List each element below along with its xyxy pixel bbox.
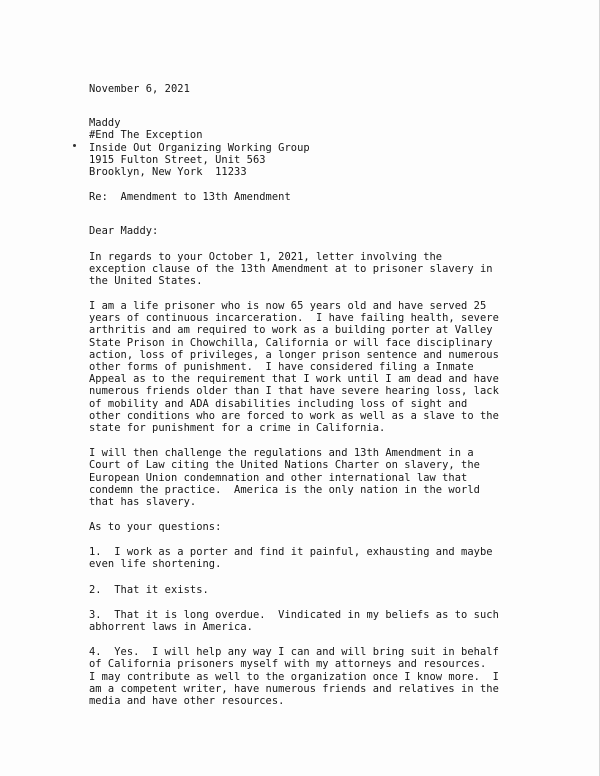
paragraph-line: As to your questions:: [89, 521, 222, 534]
paragraph-challenge: [89, 447, 559, 508]
stray-dot-mark: [73, 144, 76, 147]
recipient-street: 1915 Fulton Street, Unit 563: [89, 153, 266, 166]
answer-2: [89, 584, 559, 596]
paragraph-intro: [89, 251, 559, 288]
answer-3: [89, 609, 559, 633]
paragraph-line: I will then challenge the regulations and 13th Amendment in a: [89, 447, 474, 460]
paragraph-line: state for punishment for a crime in California.: [89, 421, 386, 434]
recipient-name: Maddy: [89, 117, 121, 130]
recipient-organization: #End The Exception: [89, 129, 203, 142]
paragraph-line: that has slavery.: [89, 495, 197, 508]
paragraph-line: numerous friends older than I that have severe hearing loss, lack: [89, 385, 499, 398]
paragraph-background: [89, 300, 559, 434]
letter-body: [89, 83, 559, 707]
paragraph-questions-intro: [89, 521, 559, 533]
paragraph-line: condemn the practice. America is the only nation in the world: [89, 483, 480, 496]
recipient-address: [89, 117, 559, 178]
paragraph-line: media and have other resources.: [89, 694, 285, 707]
paragraph-line: am a competent writer, have numerous friends and relatives in the: [89, 682, 499, 695]
salutation: Dear Maddy:: [89, 225, 159, 238]
paragraph-line: Court of Law citing the United Nations Charter on slavery, the: [89, 459, 480, 472]
recipient-group: Inside Out Organizing Working Group: [89, 141, 310, 154]
paragraph-line: abhorrent laws in America.: [89, 621, 253, 633]
paragraph-line: years of continuous incarceration. I have failing health, severe: [89, 312, 499, 325]
paragraph-line: other conditions who are forced to work as well as a slave to the: [89, 409, 499, 422]
paragraph-line: In regards to your October 1, 2021, letter involving the: [89, 250, 443, 263]
paragraph-line: Appeal as to the requirement that I work until I am dead and have: [89, 373, 499, 386]
paragraph-line: even life shortening.: [89, 558, 222, 571]
paragraph-line: 1. I work as a porter and find it painful, exhausting and maybe: [89, 546, 493, 559]
paragraph-line: I may contribute as well to the organization once I know more. I: [89, 670, 499, 683]
paragraph-line: I am a life prisoner who is now 65 years old and have served 25: [89, 300, 487, 313]
paragraph-line: European Union condemnation and other international law that: [89, 471, 468, 484]
subject-line: Re: Amendment to 13th Amendment: [89, 191, 291, 204]
paragraph-line: State Prison in Chowchilla, California or will face disciplinary: [89, 336, 493, 349]
paragraph-line: arthritis and am required to work as a building porter at Valley: [89, 324, 493, 337]
answer-4: [89, 646, 559, 707]
paragraph-line: 3. That it is long overdue. Vindicated in my beliefs as to such: [89, 608, 499, 621]
paragraph-line: exception clause of the 13th Amendment at to prisoner slavery in: [89, 262, 493, 275]
paragraph-line: the United States.: [89, 274, 203, 287]
recipient-city: Brooklyn, New York 11233: [89, 165, 247, 178]
paragraph-line: 4. Yes. I will help any way I can and will bring suit in behalf: [89, 646, 499, 659]
paragraph-line: action, loss of privileges, a longer prison sentence and numerous: [89, 348, 499, 361]
paragraph-line: of California prisoners myself with my attorneys and resources.: [89, 658, 487, 671]
answer-1: [89, 546, 559, 570]
paragraph-line: 2. That it exists.: [89, 583, 209, 596]
paragraph-line: other forms of punishment. I have considered filing a Inmate: [89, 361, 474, 373]
letter-date: November 6, 2021: [89, 83, 190, 95]
paragraph-line: of mobility and ADA disabilities including loss of sight and: [89, 397, 468, 410]
